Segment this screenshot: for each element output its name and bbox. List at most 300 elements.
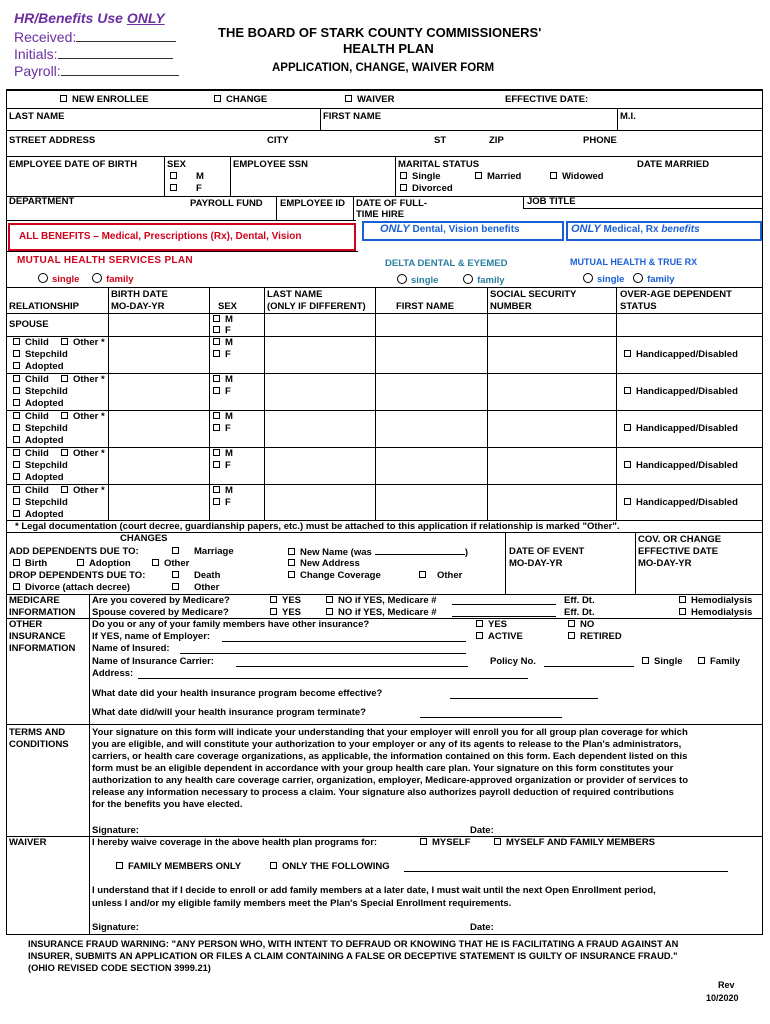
dep-handicapped-option[interactable] bbox=[624, 349, 738, 360]
all-benefits-label: ALL BENEFITS – Medical, Prescriptions (Rx), Dental, Vision bbox=[19, 231, 302, 242]
marital-single-checkbox[interactable] bbox=[400, 172, 407, 179]
hr-initials-label: Initials: bbox=[14, 46, 58, 62]
policy-single-checkbox[interactable] bbox=[642, 657, 649, 664]
only-medical-end: benefits bbox=[661, 224, 700, 235]
retired-option[interactable] bbox=[568, 631, 622, 642]
mutual-rx-label: MUTUAL HEALTH & TRUE RX bbox=[570, 257, 698, 267]
terms-line: release any information necessary to process a claim. Your signature also authorizes payroll deduction of required contributions bbox=[92, 787, 674, 798]
dep-adopted-option[interactable] bbox=[13, 361, 64, 372]
hemo-1[interactable] bbox=[679, 595, 752, 606]
dep-child-f-checkbox[interactable] bbox=[213, 498, 220, 505]
other-add-checkbox[interactable] bbox=[152, 559, 159, 566]
dep-child-option[interactable] bbox=[13, 374, 49, 385]
other-ins-label-3: INFORMATION bbox=[9, 643, 76, 654]
insured-label: Name of Insured: bbox=[92, 643, 170, 654]
dep-adopted-label: Adopted bbox=[25, 398, 64, 409]
dep-other-checkbox[interactable] bbox=[61, 375, 68, 382]
other-ins-no-checkbox[interactable] bbox=[568, 620, 575, 627]
waiver-myself-option[interactable] bbox=[420, 837, 471, 848]
first-name-label: FIRST NAME bbox=[323, 111, 382, 122]
divorce-label: Divorce (attach decree) bbox=[25, 582, 131, 593]
mutual-single-label: single bbox=[52, 274, 80, 285]
new-name-field[interactable] bbox=[375, 546, 465, 555]
marital-status-label: MARITAL STATUS bbox=[398, 159, 480, 170]
medicare-yes-2-label: YES bbox=[282, 607, 302, 618]
dep-spouse-f-checkbox[interactable] bbox=[213, 326, 220, 333]
dep-handicapped-label: Handicapped/Disabled bbox=[636, 423, 738, 434]
dep-child-m[interactable] bbox=[213, 411, 233, 422]
street-address-label: STREET ADDRESS bbox=[9, 135, 96, 146]
new-name-label: New Name (was bbox=[300, 547, 372, 558]
waiver-only-following-label: ONLY THE FOLLOWING bbox=[282, 861, 390, 872]
other-ins-no[interactable] bbox=[568, 619, 594, 630]
hr-initials bbox=[14, 45, 173, 62]
active-option[interactable] bbox=[476, 631, 523, 642]
dep-spouse-m-checkbox[interactable] bbox=[213, 315, 220, 322]
dep-child-m[interactable] bbox=[213, 448, 233, 459]
dep-handicapped-option[interactable] bbox=[624, 497, 738, 508]
dep-handicapped-checkbox[interactable] bbox=[624, 387, 631, 394]
marriage-label: Marriage bbox=[194, 546, 234, 557]
other-ins-yes-checkbox[interactable] bbox=[476, 620, 483, 627]
job-title-label: JOB TITLE bbox=[527, 196, 576, 207]
medicare-yes-2[interactable] bbox=[270, 607, 301, 618]
medicare-no-2-checkbox[interactable] bbox=[326, 608, 333, 615]
medicare-eff-1: Eff. Dt. bbox=[564, 595, 595, 606]
medicare-no-1-checkbox[interactable] bbox=[326, 596, 333, 603]
rev-label: Rev bbox=[718, 980, 735, 990]
dep-adopted-option[interactable] bbox=[13, 472, 64, 483]
drop-due-label: DROP DEPENDENTS DUE TO: bbox=[9, 570, 146, 581]
terms-line: Your signature on this form will indicate your understanding that your employer will enroll you for all group plan coverage for which bbox=[92, 727, 688, 738]
other-change-option[interactable] bbox=[419, 570, 462, 581]
dep-other-option[interactable] bbox=[61, 448, 105, 459]
marriage-checkbox[interactable] bbox=[172, 547, 179, 554]
dep-handicapped-option[interactable] bbox=[624, 386, 738, 397]
dep-child-option[interactable] bbox=[13, 485, 49, 496]
dep-adopted-label: Adopted bbox=[25, 435, 64, 446]
new-name-checkbox[interactable] bbox=[288, 548, 295, 555]
dep-other-option[interactable] bbox=[61, 411, 105, 422]
dep-handicapped-option[interactable] bbox=[624, 423, 738, 434]
dep-child-f-label: F bbox=[225, 349, 231, 360]
dep-spouse-m[interactable] bbox=[213, 314, 233, 325]
new-address-checkbox[interactable] bbox=[288, 559, 295, 566]
employee-dob-label: EMPLOYEE DATE OF BIRTH bbox=[9, 159, 138, 170]
sex-female-label: F bbox=[196, 183, 202, 194]
rx-single-radio[interactable] bbox=[583, 273, 593, 283]
dep-handicapped-option[interactable] bbox=[624, 460, 738, 471]
death-checkbox[interactable] bbox=[172, 571, 179, 578]
dep-child-f-checkbox[interactable] bbox=[213, 350, 220, 357]
new-enrollee-checkbox[interactable] bbox=[60, 95, 67, 102]
dep-child-option[interactable] bbox=[13, 448, 49, 459]
terms-label-1: TERMS AND bbox=[9, 727, 66, 738]
dep-child-m-checkbox[interactable] bbox=[213, 375, 220, 382]
marital-married-checkbox[interactable] bbox=[475, 172, 482, 179]
dep-child-f[interactable] bbox=[213, 460, 231, 471]
hr-initials-field[interactable] bbox=[58, 45, 173, 59]
dep-child-option[interactable] bbox=[13, 337, 49, 348]
hr-payroll-field[interactable] bbox=[61, 62, 179, 76]
dep-spouse-f[interactable] bbox=[213, 325, 231, 336]
active-checkbox[interactable] bbox=[476, 632, 483, 639]
dep-child-f-checkbox[interactable] bbox=[213, 461, 220, 468]
dep-child-f-checkbox[interactable] bbox=[213, 387, 220, 394]
waiver-myself-family-checkbox[interactable] bbox=[494, 838, 501, 845]
change-coverage-label: Change Coverage bbox=[300, 570, 381, 581]
waiver-section-label: WAIVER bbox=[9, 837, 47, 848]
sex-female-option[interactable] bbox=[170, 183, 202, 194]
employee-id-label: EMPLOYEE ID bbox=[280, 198, 345, 209]
dep-child-checkbox[interactable] bbox=[13, 486, 20, 493]
hemo-2-checkbox[interactable] bbox=[679, 608, 686, 615]
terms-line: for the benefits you have elected. bbox=[92, 799, 243, 810]
birth-checkbox[interactable] bbox=[13, 559, 20, 566]
dep-other-checkbox[interactable] bbox=[61, 338, 68, 345]
dep-other-label: Other * bbox=[73, 374, 105, 385]
mutual-single-radio[interactable] bbox=[38, 273, 48, 283]
dep-child-m-label: M bbox=[225, 411, 233, 422]
only-dental-label bbox=[380, 223, 520, 235]
change-coverage-checkbox[interactable] bbox=[288, 571, 295, 578]
sex-female-checkbox[interactable] bbox=[170, 184, 177, 191]
mutual-family-label: family bbox=[106, 274, 134, 285]
dep-stepchild-option[interactable] bbox=[13, 386, 68, 397]
only-dental-text: Dental, Vision benefits bbox=[409, 224, 520, 235]
dep-child-m[interactable] bbox=[213, 374, 233, 385]
terms-label-2: CONDITIONS bbox=[9, 739, 69, 750]
dep-adopted-label: Adopted bbox=[25, 509, 64, 520]
dep-handicapped-label: Handicapped/Disabled bbox=[636, 386, 738, 397]
retired-checkbox[interactable] bbox=[568, 632, 575, 639]
hr-payroll bbox=[14, 62, 179, 79]
medicare-q2: Spouse covered by Medicare? bbox=[92, 607, 229, 618]
hr-title-only: ONLY bbox=[126, 10, 165, 26]
mutual-plan-label: MUTUAL HEALTH SERVICES PLAN bbox=[17, 255, 193, 266]
sex-male-checkbox[interactable] bbox=[170, 172, 177, 179]
dep-spouse-m-label: M bbox=[225, 314, 233, 325]
dep-child-label: Child bbox=[25, 485, 49, 496]
other-change-label: Other bbox=[437, 570, 463, 581]
address-label: Address: bbox=[92, 668, 134, 679]
adoption-label: Adoption bbox=[89, 558, 131, 569]
dep-child-label: Child bbox=[25, 337, 49, 348]
dep-stepchild-label: Stepchild bbox=[25, 349, 68, 360]
rx-family-radio[interactable] bbox=[633, 273, 643, 283]
dep-relationship-header: RELATIONSHIP bbox=[9, 301, 80, 312]
hr-title bbox=[14, 10, 165, 26]
dep-child-option[interactable] bbox=[13, 411, 49, 422]
medicare-no-1[interactable] bbox=[326, 595, 437, 606]
dep-stepchild-label: Stepchild bbox=[25, 386, 68, 397]
dep-child-checkbox[interactable] bbox=[13, 412, 20, 419]
waiver-myself-label: MYSELF bbox=[432, 837, 471, 848]
divorce-option[interactable] bbox=[13, 582, 130, 593]
dep-stepchild-label: Stepchild bbox=[25, 460, 68, 471]
dep-handicapped-checkbox[interactable] bbox=[624, 424, 631, 431]
new-name-option[interactable] bbox=[288, 546, 468, 558]
effective-question: What date did your health insurance program become effective? bbox=[92, 688, 383, 699]
change-coverage-option[interactable] bbox=[288, 570, 381, 581]
dep-child-m-checkbox[interactable] bbox=[213, 486, 220, 493]
doh-label-2: TIME HIRE bbox=[356, 209, 405, 220]
dep-child-checkbox[interactable] bbox=[13, 338, 20, 345]
dep-stepchild-option[interactable] bbox=[13, 497, 68, 508]
dep-child-m-label: M bbox=[225, 374, 233, 385]
dep-stepchild-label: Stepchild bbox=[25, 497, 68, 508]
dep-adopted-checkbox[interactable] bbox=[13, 510, 20, 517]
cov-date-label-2: EFFECTIVE DATE bbox=[638, 546, 719, 557]
dep-child-m-checkbox[interactable] bbox=[213, 449, 220, 456]
dep-child-label: Child bbox=[25, 374, 49, 385]
employer-label: If YES, name of Employer: bbox=[92, 631, 211, 642]
dep-sex-header: SEX bbox=[218, 301, 238, 312]
dep-birth-header-2: MO-DAY-YR bbox=[111, 301, 165, 312]
new-address-label: New Address bbox=[300, 558, 360, 569]
mi-label: M.I. bbox=[620, 111, 636, 122]
payroll-fund-label: PAYROLL FUND bbox=[190, 198, 263, 209]
death-label: Death bbox=[194, 570, 221, 581]
dep-adopted-option[interactable] bbox=[13, 435, 64, 446]
dep-stepchild-checkbox[interactable] bbox=[13, 461, 20, 468]
marriage-option[interactable] bbox=[172, 546, 234, 557]
policy-label: Policy No. bbox=[490, 656, 536, 667]
dep-stepchild-option[interactable] bbox=[13, 349, 68, 360]
medicare-yes-1[interactable] bbox=[270, 595, 301, 606]
dep-child-f[interactable] bbox=[213, 386, 231, 397]
policy-family-checkbox[interactable] bbox=[698, 657, 705, 664]
birth-label: Birth bbox=[25, 558, 48, 569]
dep-adopted-checkbox[interactable] bbox=[13, 436, 20, 443]
dep-adopted-checkbox[interactable] bbox=[13, 362, 20, 369]
dep-child-f[interactable] bbox=[213, 349, 231, 360]
waiver-family-only-option[interactable] bbox=[116, 861, 241, 872]
only-following-field[interactable] bbox=[404, 871, 728, 872]
delta-family-radio[interactable] bbox=[463, 274, 473, 284]
dep-handicapped-label: Handicapped/Disabled bbox=[636, 349, 738, 360]
waiver-myself-checkbox[interactable] bbox=[420, 838, 427, 845]
delta-single-radio[interactable] bbox=[397, 274, 407, 284]
dep-child-label: Child bbox=[25, 448, 49, 459]
waiver-date-label: Date: bbox=[470, 922, 494, 933]
marital-widowed-option[interactable] bbox=[550, 171, 604, 182]
phone-label: PHONE bbox=[583, 135, 617, 146]
hemo-1-checkbox[interactable] bbox=[679, 596, 686, 603]
dep-other-checkbox[interactable] bbox=[61, 486, 68, 493]
new-enrollee-option[interactable] bbox=[60, 94, 149, 105]
birth-option[interactable] bbox=[13, 558, 47, 569]
dep-birth-header-1: BIRTH DATE bbox=[111, 289, 168, 300]
other-change-checkbox[interactable] bbox=[419, 571, 426, 578]
dep-child-m-label: M bbox=[225, 337, 233, 348]
terms-line: carriers, or health care coverage organizations, as applicable, the information contained on this form. Each dependent listed on this bbox=[92, 751, 688, 762]
dep-other-option[interactable] bbox=[61, 485, 105, 496]
medicare-q1: Are you covered by Medicare? bbox=[92, 595, 230, 606]
medicare-no-1-label: NO if YES, Medicare # bbox=[338, 595, 437, 606]
adoption-option[interactable] bbox=[77, 558, 131, 569]
medicare-label-1: MEDICARE bbox=[9, 595, 60, 606]
dep-child-f[interactable] bbox=[213, 423, 231, 434]
dep-stepchild-checkbox[interactable] bbox=[13, 498, 20, 505]
dep-child-checkbox[interactable] bbox=[13, 375, 20, 382]
state-label: ST bbox=[434, 135, 447, 146]
dep-child-checkbox[interactable] bbox=[13, 449, 20, 456]
marital-divorced-option[interactable] bbox=[400, 183, 453, 194]
medicare-eff-2: Eff. Dt. bbox=[564, 607, 595, 618]
new-name-end: ) bbox=[464, 547, 468, 558]
other-add-label: Other bbox=[164, 558, 190, 569]
dep-child-label: Child bbox=[25, 411, 49, 422]
dep-over-header-1: OVER-AGE DEPENDENT bbox=[620, 289, 732, 300]
medicare-yes-1-checkbox[interactable] bbox=[270, 596, 277, 603]
dep-other-label: Other * bbox=[73, 485, 105, 496]
other-drop-option[interactable] bbox=[172, 582, 219, 593]
marital-widowed-checkbox[interactable] bbox=[550, 172, 557, 179]
dep-other-label: Other * bbox=[73, 411, 105, 422]
dep-child-m[interactable] bbox=[213, 485, 233, 496]
dep-stepchild-option[interactable] bbox=[13, 460, 68, 471]
dep-other-checkbox[interactable] bbox=[61, 449, 68, 456]
effective-date-label: EFFECTIVE DATE: bbox=[505, 94, 589, 105]
change-checkbox[interactable] bbox=[214, 95, 221, 102]
adoption-checkbox[interactable] bbox=[77, 559, 84, 566]
hr-title-text: HR/Benefits Use bbox=[14, 10, 127, 26]
waiver-checkbox[interactable] bbox=[345, 95, 352, 102]
fraud-line-2: INSURER, SUBMITS AN APPLICATION OR FILES A CLAIM CONTAINING A FALSE OR DECEPTIVE STATEMENT IS GUILTY OF INSURANCE FRAUD." bbox=[28, 951, 678, 961]
cov-date-label-3: MO-DAY-YR bbox=[638, 558, 692, 569]
terms-line: you are eligible, and will constitute your authorization to your employer or any of its agents to release to the Plan's administrators, bbox=[92, 739, 682, 750]
dep-child-m-checkbox[interactable] bbox=[213, 412, 220, 419]
dep-stepchild-option[interactable] bbox=[13, 423, 68, 434]
dep-other-option[interactable] bbox=[61, 337, 105, 348]
active-label: ACTIVE bbox=[488, 631, 523, 642]
other-drop-checkbox[interactable] bbox=[172, 583, 179, 590]
form-title-line3: APPLICATION, CHANGE, WAIVER FORM bbox=[272, 62, 495, 74]
waiver-family-only-label: FAMILY MEMBERS ONLY bbox=[128, 861, 242, 872]
carrier-label: Name of Insurance Carrier: bbox=[92, 656, 214, 667]
policy-family-option[interactable] bbox=[698, 656, 740, 667]
dep-adopted-option[interactable] bbox=[13, 398, 64, 409]
cov-date-label-1: COV. OR CHANGE bbox=[638, 534, 722, 545]
other-add-option[interactable] bbox=[152, 558, 189, 569]
dep-first-header: FIRST NAME bbox=[396, 301, 455, 312]
waiver-label: WAIVER bbox=[357, 94, 395, 105]
dep-handicapped-label: Handicapped/Disabled bbox=[636, 497, 738, 508]
employee-ssn-label: EMPLOYEE SSN bbox=[233, 159, 308, 170]
only-medical-only: ONLY bbox=[571, 223, 601, 235]
dep-other-checkbox[interactable] bbox=[61, 412, 68, 419]
dep-child-m[interactable] bbox=[213, 337, 233, 348]
event-date-label-2: MO-DAY-YR bbox=[509, 558, 563, 569]
rx-family-label: family bbox=[647, 274, 675, 285]
dep-child-m-checkbox[interactable] bbox=[213, 338, 220, 345]
change-label: CHANGE bbox=[226, 94, 268, 105]
dep-ssn-header-2: NUMBER bbox=[490, 301, 532, 312]
doh-label-1: DATE OF FULL- bbox=[356, 198, 428, 209]
hr-received-label: Received: bbox=[14, 29, 77, 45]
dep-handicapped-checkbox[interactable] bbox=[624, 498, 631, 505]
policy-single-label: Single bbox=[654, 656, 683, 667]
other-ins-label-1: OTHER bbox=[9, 619, 43, 630]
dep-ssn-header-1: SOCIAL SECURITY bbox=[490, 289, 577, 300]
dep-last-header-2: (ONLY IF DIFFERENT) bbox=[267, 301, 366, 312]
delta-family-label: family bbox=[477, 275, 505, 286]
change-option[interactable] bbox=[214, 94, 267, 105]
dep-adopted-label: Adopted bbox=[25, 361, 64, 372]
event-date-label-1: DATE OF EVENT bbox=[509, 546, 585, 557]
dep-handicapped-label: Handicapped/Disabled bbox=[636, 460, 738, 471]
sex-male-option[interactable] bbox=[170, 171, 204, 182]
death-option[interactable] bbox=[172, 570, 220, 581]
dep-stepchild-checkbox[interactable] bbox=[13, 350, 20, 357]
last-name-label: LAST NAME bbox=[9, 111, 65, 122]
dep-handicapped-checkbox[interactable] bbox=[624, 350, 631, 357]
dep-child-f-label: F bbox=[225, 460, 231, 471]
marital-single-label: Single bbox=[412, 171, 441, 182]
waiver-myself-family-option[interactable] bbox=[494, 837, 655, 848]
other-ins-yes[interactable] bbox=[476, 619, 507, 630]
waiver-only-following-option[interactable] bbox=[270, 861, 390, 872]
new-enrollee-label: NEW ENROLLEE bbox=[72, 94, 149, 105]
form-title-line2: HEALTH PLAN bbox=[343, 41, 434, 56]
policy-single-option[interactable] bbox=[642, 656, 683, 667]
marital-married-label: Married bbox=[487, 171, 522, 182]
waiver-option[interactable] bbox=[345, 94, 394, 105]
divorce-checkbox[interactable] bbox=[13, 583, 20, 590]
marital-divorced-checkbox[interactable] bbox=[400, 184, 407, 191]
other-ins-question: Do you or any of your family members have other insurance? bbox=[92, 619, 370, 630]
dep-adopted-checkbox[interactable] bbox=[13, 473, 20, 480]
terminate-question: What date did/will your health insurance program terminate? bbox=[92, 707, 366, 718]
marital-married-option[interactable] bbox=[475, 171, 521, 182]
dep-child-m-label: M bbox=[225, 448, 233, 459]
fraud-line-1: INSURANCE FRAUD WARNING: "ANY PERSON WHO, WITH INTENT TO DEFRAUD OR KNOWING THAT HE IS FACILITATING A FRAUD AGAINST AN bbox=[28, 939, 679, 949]
waiver-myself-family-label: MYSELF AND FAMILY MEMBERS bbox=[506, 837, 656, 848]
hr-received-field[interactable] bbox=[76, 28, 176, 42]
dep-other-label: Other * bbox=[73, 337, 105, 348]
marital-divorced-label: Divorced bbox=[412, 183, 453, 194]
dep-stepchild-label: Stepchild bbox=[25, 423, 68, 434]
new-address-option[interactable] bbox=[288, 558, 360, 569]
dep-spouse-f-label: F bbox=[225, 325, 231, 336]
medicare-label-2: INFORMATION bbox=[9, 607, 76, 618]
dep-stepchild-checkbox[interactable] bbox=[13, 424, 20, 431]
waiver-family-only-checkbox[interactable] bbox=[116, 862, 123, 869]
hemo-2[interactable] bbox=[679, 607, 752, 618]
mutual-family-radio[interactable] bbox=[92, 273, 102, 283]
dep-adopted-option[interactable] bbox=[13, 509, 64, 520]
dep-child-f-checkbox[interactable] bbox=[213, 424, 220, 431]
mutual-radio-group bbox=[38, 274, 134, 285]
waiver-only-following-checkbox[interactable] bbox=[270, 862, 277, 869]
medicare-no-2[interactable] bbox=[326, 607, 437, 618]
waiver-understand-2: unless I and/or my eligible family members meet the Plan's Special Enrollment requirements. bbox=[92, 898, 512, 909]
dep-handicapped-checkbox[interactable] bbox=[624, 461, 631, 468]
marital-single-option[interactable] bbox=[400, 171, 441, 182]
form-title-line1: THE BOARD OF STARK COUNTY COMMISSIONERS' bbox=[218, 25, 542, 40]
dep-adopted-checkbox[interactable] bbox=[13, 399, 20, 406]
dep-last-header-1: LAST NAME bbox=[267, 289, 323, 300]
dep-stepchild-checkbox[interactable] bbox=[13, 387, 20, 394]
waiver-understand-1: I understand that if I decide to enroll or add family members at a later date, I must wait until the next Open Enrollment period, bbox=[92, 885, 656, 896]
dep-child-f[interactable] bbox=[213, 497, 231, 508]
medicare-yes-2-checkbox[interactable] bbox=[270, 608, 277, 615]
rx-single-label: single bbox=[597, 274, 625, 285]
zip-label: ZIP bbox=[489, 135, 504, 146]
changes-title: CHANGES bbox=[120, 533, 168, 544]
dep-other-option[interactable] bbox=[61, 374, 105, 385]
